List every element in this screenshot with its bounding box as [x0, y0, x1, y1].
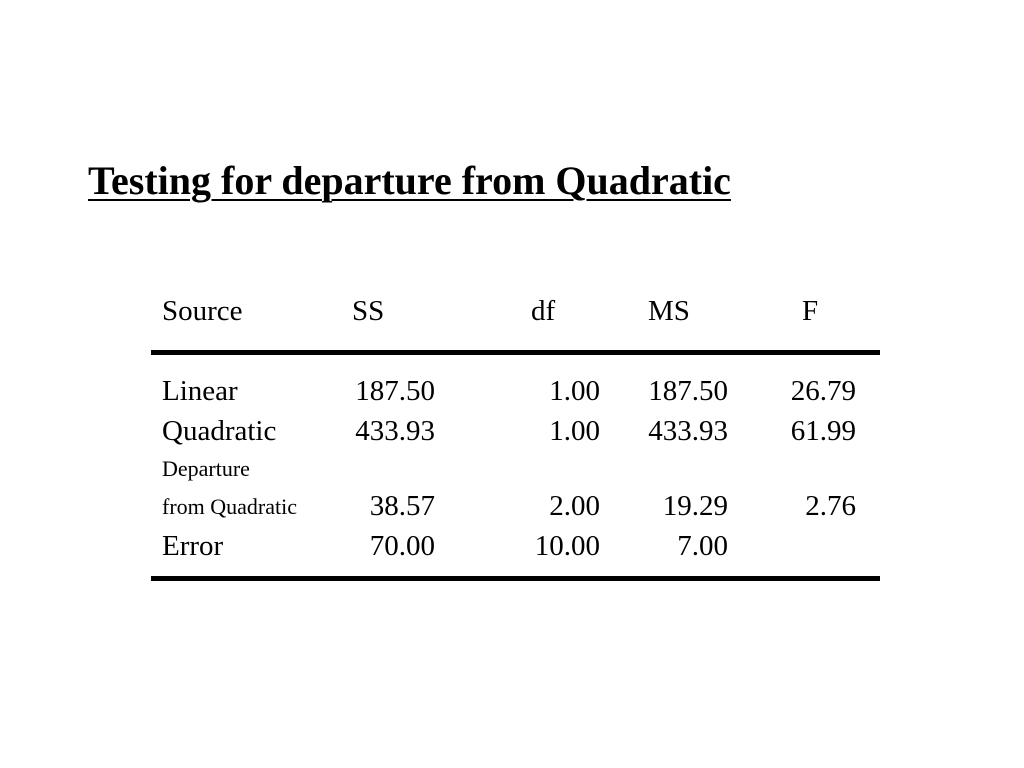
row-linear-df: 1.00	[549, 375, 600, 407]
row-departure-source-line1: Departure	[162, 456, 250, 481]
header-df: df	[531, 295, 556, 327]
row-linear-f: 26.79	[790, 375, 856, 407]
row-linear-ss: 187.50	[355, 375, 435, 407]
row-quadratic-source: Quadratic	[162, 415, 277, 447]
header-source: Source	[162, 295, 243, 327]
header-ms: MS	[648, 295, 690, 327]
header-f: F	[802, 295, 819, 327]
bottom-rule	[151, 576, 880, 581]
row-error-df: 10.00	[534, 530, 600, 562]
row-error-ss: 70.00	[369, 530, 435, 562]
row-linear-source: Linear	[162, 375, 238, 407]
row-departure-source-line2: from Quadratic	[162, 494, 297, 519]
row-quadratic-ms: 433.93	[648, 415, 728, 447]
row-quadratic-ss: 433.93	[355, 415, 435, 447]
row-linear-ms: 187.50	[648, 375, 728, 407]
slide-title: Testing for departure from Quadratic	[88, 158, 731, 203]
row-quadratic-df: 1.00	[549, 415, 600, 447]
row-quadratic-f: 61.99	[790, 415, 856, 447]
row-error-source: Error	[162, 530, 224, 562]
row-departure-f: 2.76	[805, 490, 856, 522]
row-error-ms: 7.00	[677, 530, 728, 562]
row-departure-ss: 38.57	[369, 490, 435, 522]
row-departure-ms: 19.29	[662, 490, 728, 522]
header-ss: SS	[352, 295, 385, 327]
header-rule	[151, 350, 880, 355]
row-departure-df: 2.00	[549, 490, 600, 522]
